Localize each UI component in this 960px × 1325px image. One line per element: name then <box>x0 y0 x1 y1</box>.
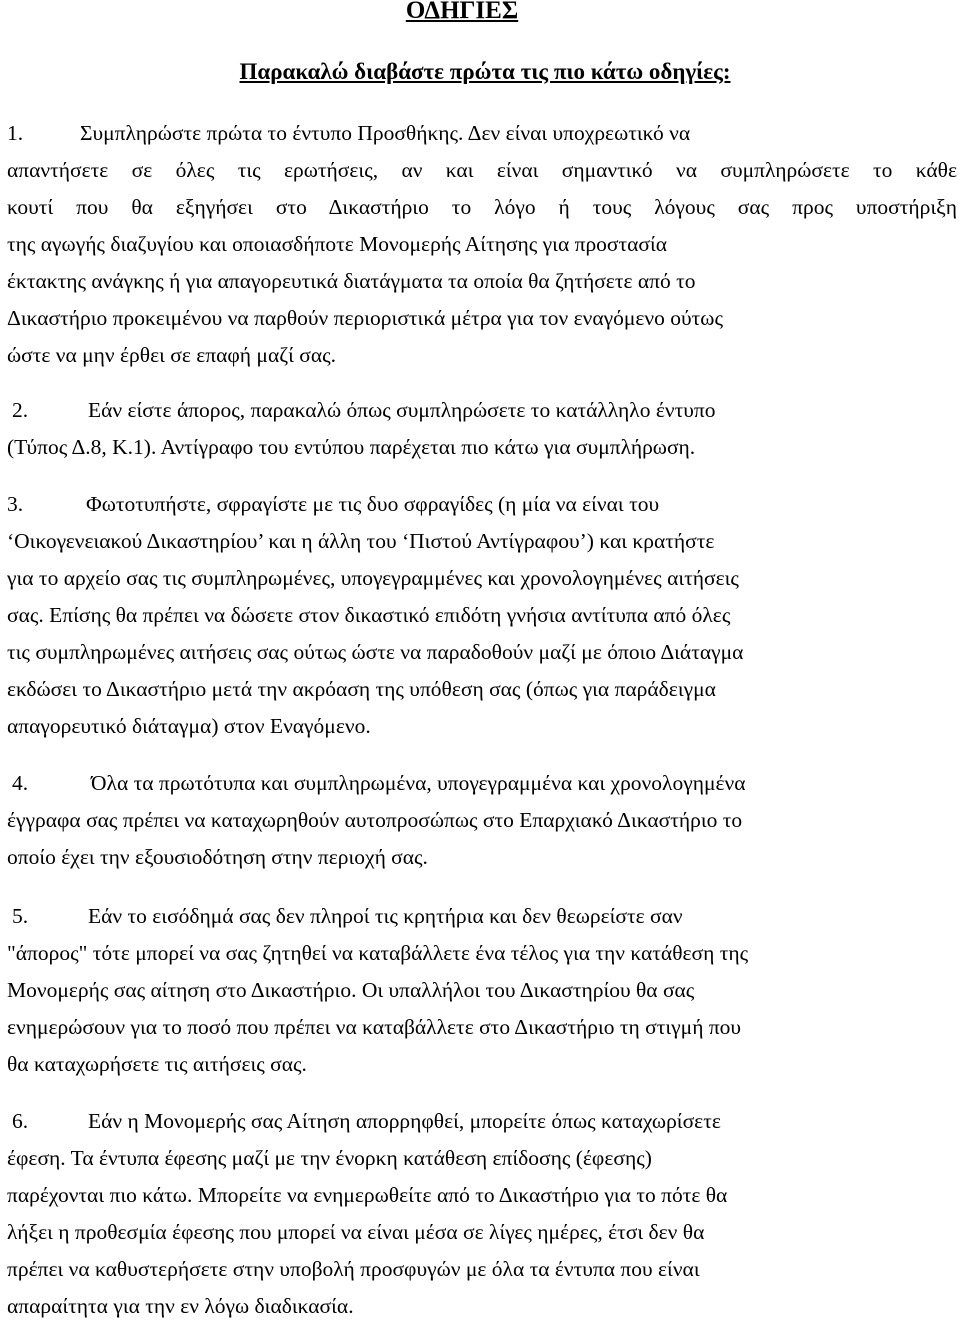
item-number: 5. <box>12 904 29 928</box>
instruction-item-1 <box>7 115 957 374</box>
instruction-line: έγγραφα σας πρέπει να καταχωρηθούν αυτοπροσώπως στο Επαρχιακό Δικαστήριο το <box>7 808 743 832</box>
instruction-line: ενημερώσουν για το ποσό που πρέπει να καταβάλλετε στο Δικαστήριο τη στιγμή που <box>7 1015 742 1039</box>
item-number: 4. <box>12 771 29 795</box>
item-number: 3. <box>7 492 24 516</box>
instruction-item-2 <box>7 392 957 466</box>
instruction-line: "άπορος" τότε μπορεί να σας ζητηθεί να καταβάλλετε ένα τέλος για την κατάθεση της <box>7 941 749 965</box>
instruction-item-4 <box>7 765 957 876</box>
instruction-line: 5. Εάν το εισόδημά σας δεν πληροί τις κρητήρια και δεν θεωρείστε σαν <box>7 898 957 935</box>
instruction-line: ‘Οικογενειακού Δικαστηρίου’ και η άλλη του ‘Πιστού Αντίγραφου’) και κρατήστε <box>7 529 715 553</box>
instruction-line: της αγωγής διαζυγίου και οποιασδήποτε Μονομερής Αίτησης για προστασία <box>7 232 668 256</box>
instruction-line: για το αρχείο σας τις συμπληρωμένες, υπογεγραμμένες και χρονολογημένες αιτήσεις <box>7 566 739 590</box>
instruction-line: (Τύπος Δ.8, Κ.1). Αντίγραφο του εντύπου παρέχεται πιο κάτω για συμπλήρωση. <box>7 435 696 459</box>
item-number: 2. <box>12 398 29 422</box>
instruction-line: Μονομερής σας αίτηση στο Δικαστήριο. Οι υπαλλήλοι του Δικαστηρίου θα σας <box>7 978 695 1002</box>
instruction-line: έκτακτης ανάγκης ή για απαγορευτικά διατάγματα τα οποία θα ζητήσετε από το <box>7 269 696 293</box>
instruction-line: παρέχονται πιο κάτω. Μπορείτε να ενημερωθείτε από το Δικαστήριο για το πότε θα <box>7 1183 728 1207</box>
instruction-line: απαραίτητα για την εν λόγω διαδικασία. <box>7 1294 354 1318</box>
instruction-line: τις συμπληρωμένες αιτήσεις σας ούτως ώστε να παραδοθούν μαζί με όποιο Διάταγμα <box>7 640 744 664</box>
instruction-line: λήξει η προθεσμία έφεσης που μπορεί να είναι μέσα σε λίγες ημέρες, έτσι δεν θα <box>7 1220 705 1244</box>
instruction-line: 6. Εάν η Μονομερής σας Αίτηση απορρηφθεί, μπορείτε όπως καταχωρίσετε <box>7 1103 957 1140</box>
instruction-line: απαντήσετε σε όλες τις ερωτήσεις, αν και είναι σημαντικό να συμπληρώσετε το κάθε <box>7 158 957 182</box>
instruction-line: απαγορευτικό διάταγμα) στον Εναγόμενο. <box>7 714 371 738</box>
instruction-line: ώστε να μην έρθει σε επαφή μαζί σας. <box>7 343 337 367</box>
instruction-line: έφεση. Τα έντυπα έφεσης μαζί με την ένορκη κατάθεση επίδοσης (έφεσης) <box>7 1146 652 1170</box>
instruction-line: θα καταχωρήσετε τις αιτήσεις σας. <box>7 1052 307 1076</box>
instruction-line: κουτί που θα εξηγήσει στο Δικαστήριο το λόγο ή τους λόγους σας προς υποστήριξη <box>7 195 957 219</box>
item-number: 6. <box>12 1109 29 1133</box>
instruction-item-3 <box>7 486 957 745</box>
instruction-item-5 <box>7 898 957 1083</box>
item-number: 1. <box>7 121 24 145</box>
instruction-line: 3. Φωτοτυπήστε, σφραγίστε με τις δυο σφραγίδες (η μία να είναι του <box>7 486 957 523</box>
instruction-line: Δικαστήριο προκειμένου να παρθούν περιοριστικά μέτρα για τον εναγόμενο ούτως <box>7 306 723 330</box>
instruction-line: 2. Εάν είστε άπορος, παρακαλώ όπως συμπληρώσετε το κατάλληλο έντυπο <box>7 392 957 429</box>
instruction-line: πρέπει να καθυστερήσετε στην υποβολή προσφυγών με όλα τα έντυπα που είναι <box>7 1257 700 1281</box>
instruction-line: 4. Όλα τα πρωτότυπα και συμπληρωμένα, υπογεγραμμένα και χρονολογημένα <box>7 765 957 802</box>
instruction-item-6 <box>7 1103 957 1325</box>
instruction-line: 1. Συμπληρώστε πρώτα το έντυπο Προσθήκης. Δεν είναι υποχρεωτικό να <box>7 115 957 152</box>
instruction-line: οποίο έχει την εξουσιοδότηση στην περιοχή σας. <box>7 845 428 869</box>
instruction-line: εκδώσει το Δικαστήριο μετά την ακρόαση της υπόθεση σας (όπως για παράδειγμα <box>7 677 716 701</box>
document-title: ΟΔΗΓΙΕΣ <box>405 0 519 24</box>
instruction-line: σας. Επίσης θα πρέπει να δώσετε στον δικαστικό επιδότη γνήσια αντίτυπα από όλες <box>7 603 731 627</box>
document-subtitle: Παρακαλώ διαβάστε πρώτα τις πιο κάτω οδηγίες: <box>239 59 731 84</box>
